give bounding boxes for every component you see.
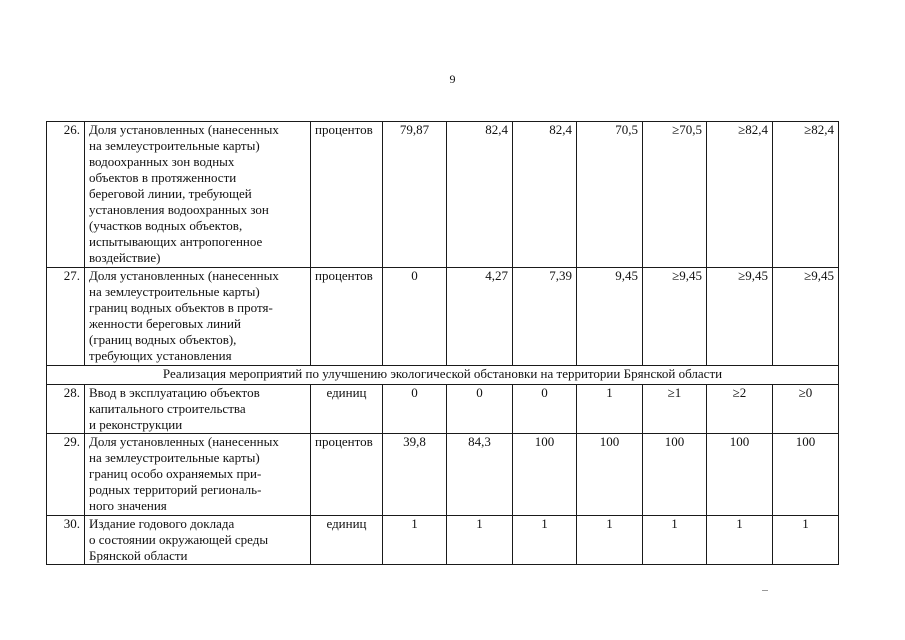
row-unit: единиц — [311, 516, 383, 565]
description-line: Доля установленных (нанесенных — [89, 434, 279, 449]
row-description — [85, 434, 311, 516]
value-cell: 0 — [447, 385, 513, 434]
description-line: воздействие) — [89, 250, 161, 265]
value-cell: 84,3 — [447, 434, 513, 516]
row-description — [85, 516, 311, 565]
description-line: на землеустроительные карты) — [89, 138, 260, 153]
description-line: береговой линии, требующей — [89, 186, 252, 201]
indicators-table — [46, 121, 839, 565]
value-cell: ≥0 — [773, 385, 839, 434]
description-line: границ водных объектов в протя- — [89, 300, 273, 315]
value-cell: 70,5 — [577, 122, 643, 268]
description-line: на землеустроительные карты) — [89, 450, 260, 465]
description-line: (границ водных объектов), — [89, 332, 237, 347]
row-number: 26. — [47, 122, 85, 268]
value-cell: 100 — [707, 434, 773, 516]
value-cell: 100 — [643, 434, 707, 516]
value-cell: 1 — [707, 516, 773, 565]
description-line: родных территорий региональ- — [89, 482, 262, 497]
description-line: испытывающих антропогенное — [89, 234, 263, 249]
description-line: установления водоохранных зон — [89, 202, 269, 217]
row-unit: процентов — [311, 122, 383, 268]
description-line: Ввод в эксплуатацию объектов — [89, 385, 260, 400]
value-cell: 4,27 — [447, 268, 513, 366]
table-row — [47, 122, 839, 268]
value-cell: 100 — [773, 434, 839, 516]
row-number: 28. — [47, 385, 85, 434]
value-cell: 0 — [513, 385, 577, 434]
page-number: 9 — [449, 72, 456, 86]
scan-mark — [762, 590, 768, 591]
section-row — [47, 366, 839, 385]
description-line: Брянской области — [89, 548, 188, 563]
row-description — [85, 385, 311, 434]
table-row — [47, 434, 839, 516]
description-line: о состоянии окружающей среды — [89, 532, 269, 547]
value-cell: 1 — [513, 516, 577, 565]
value-cell: ≥9,45 — [773, 268, 839, 366]
table-row — [47, 385, 839, 434]
description-line: женности береговых линий — [89, 316, 241, 331]
section-title: Реализация мероприятий по улучшению экологической обстановки на территории Брянской области — [47, 366, 839, 385]
value-cell: 39,8 — [383, 434, 447, 516]
description-line: Доля установленных (нанесенных — [89, 268, 279, 283]
description-line: Издание годового доклада — [89, 516, 235, 531]
value-cell: 7,39 — [513, 268, 577, 366]
description-line: Доля установленных (нанесенных — [89, 122, 279, 137]
table-row — [47, 516, 839, 565]
value-cell: 79,87 — [383, 122, 447, 268]
description-line: капитального строительства — [89, 401, 246, 416]
description-line: границ особо охраняемых при- — [89, 466, 262, 481]
row-unit: процентов — [311, 434, 383, 516]
value-cell: 9,45 — [577, 268, 643, 366]
value-cell: 0 — [383, 268, 447, 366]
row-unit: процентов — [311, 268, 383, 366]
value-cell: ≥9,45 — [643, 268, 707, 366]
value-cell: 82,4 — [447, 122, 513, 268]
row-unit: единиц — [311, 385, 383, 434]
row-number: 30. — [47, 516, 85, 565]
value-cell: 1 — [773, 516, 839, 565]
value-cell: 1 — [383, 516, 447, 565]
value-cell: 82,4 — [513, 122, 577, 268]
value-cell: ≥9,45 — [707, 268, 773, 366]
description-line: ного значения — [89, 498, 167, 513]
description-line: на землеустроительные карты) — [89, 284, 260, 299]
value-cell: ≥2 — [707, 385, 773, 434]
description-line: (участков водных объектов, — [89, 218, 243, 233]
value-cell: 0 — [383, 385, 447, 434]
value-cell: 1 — [577, 385, 643, 434]
value-cell: ≥82,4 — [707, 122, 773, 268]
value-cell: 1 — [643, 516, 707, 565]
row-number: 29. — [47, 434, 85, 516]
row-number: 27. — [47, 268, 85, 366]
value-cell: 100 — [577, 434, 643, 516]
value-cell: 1 — [577, 516, 643, 565]
value-cell: 1 — [447, 516, 513, 565]
row-description — [85, 268, 311, 366]
value-cell: ≥70,5 — [643, 122, 707, 268]
description-line: и реконструкции — [89, 417, 183, 432]
description-line: объектов в протяженности — [89, 170, 237, 185]
value-cell: 100 — [513, 434, 577, 516]
value-cell: ≥82,4 — [773, 122, 839, 268]
description-line: водоохранных зон водных — [89, 154, 235, 169]
table-row — [47, 268, 839, 366]
description-line: требующих установления — [89, 348, 232, 363]
row-description — [85, 122, 311, 268]
value-cell: ≥1 — [643, 385, 707, 434]
